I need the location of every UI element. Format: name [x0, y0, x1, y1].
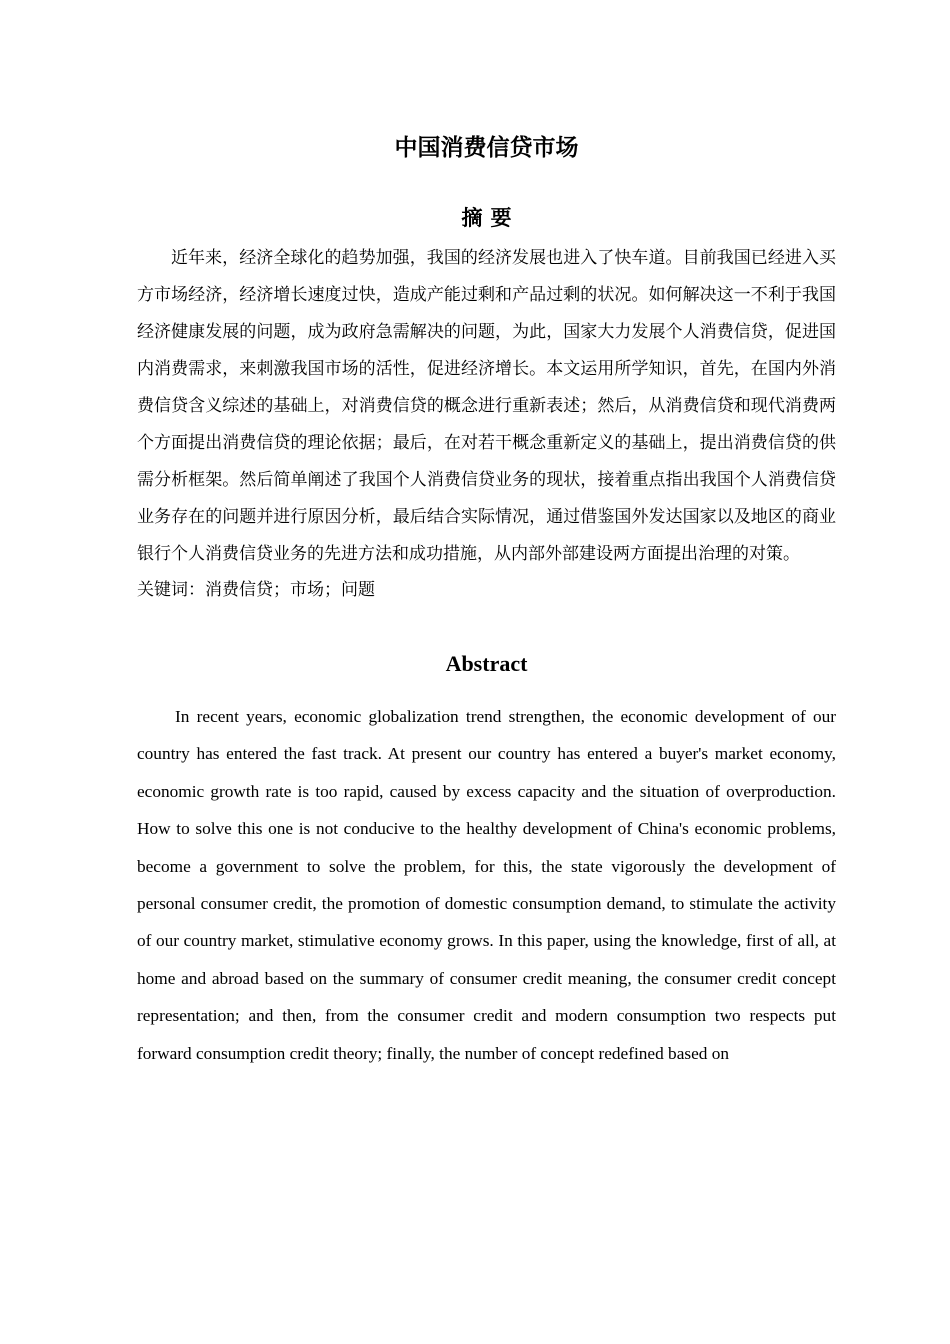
- abstract-cn-body: 近年来，经济全球化的趋势加强，我国的经济发展也进入了快车道。目前我国已经进入买方市场经济，经济增长速度过快，造成产能过剩和产品过剩的状况。如何解决这一不利于我国经济健康发展的问题，成为政府急需解决的问题，为此，国家大力发展个人消费信贷，促进国内消费需求，来刺激我国市场的活性，促进经济增长。本文运用所学知识，首先，在国内外消费信贷含义综述的基础上，对消费信贷的概念进行重新表述；然后，从消费信贷和现代消费两个方面提出消费信贷的理论依据；最后，在对若干概念重新定义的基础上，提出消费信贷的供需分析框架。然后简单阐述了我国个人消费信贷业务的现状，接着重点指出我国个人消费信贷业务存在的问题并进行原因分析，最后结合实际情况，通过借鉴国外发达国家以及地区的商业银行个人消费信贷业务的先进方法和成功措施，从内部外部建设两方面提出治理的对策。: [137, 248, 836, 564]
- keywords-value: 消费信贷；市场；问题: [205, 580, 375, 600]
- abstract-en-body: In recent years, economic globalization trend strengthen, the economic development of our country has entered the fast track. At present our country has entered a buyer's market economy, economic growth rate is too rapid, caused by excess capacity and the situation of overproduction. How to solve this one is not conducive to the healthy development of China's economic problems, become a government to solve the problem, for this, the state vigorously the development of personal consumer credit, the promotion of domestic consumption demand, to stimulate the activity of our country market, stimulative economy grows. In this paper, using the knowledge, first of all, at home and abroad based on the summary of consumer credit meaning, the consumer credit concept representation; and then, from the consumer credit and modern consumption two respects put forward consumption credit theory; finally, the number of concept redefined based on: [137, 707, 836, 1063]
- keywords-label: 关键词：: [137, 580, 205, 600]
- abstract-en-heading: Abstract: [445, 651, 528, 676]
- keywords-line: [137, 573, 836, 608]
- abstract-cn-heading: 摘要: [461, 206, 520, 230]
- document-title: 中国消费信贷市场: [394, 135, 579, 161]
- document-content: [137, 128, 836, 1072]
